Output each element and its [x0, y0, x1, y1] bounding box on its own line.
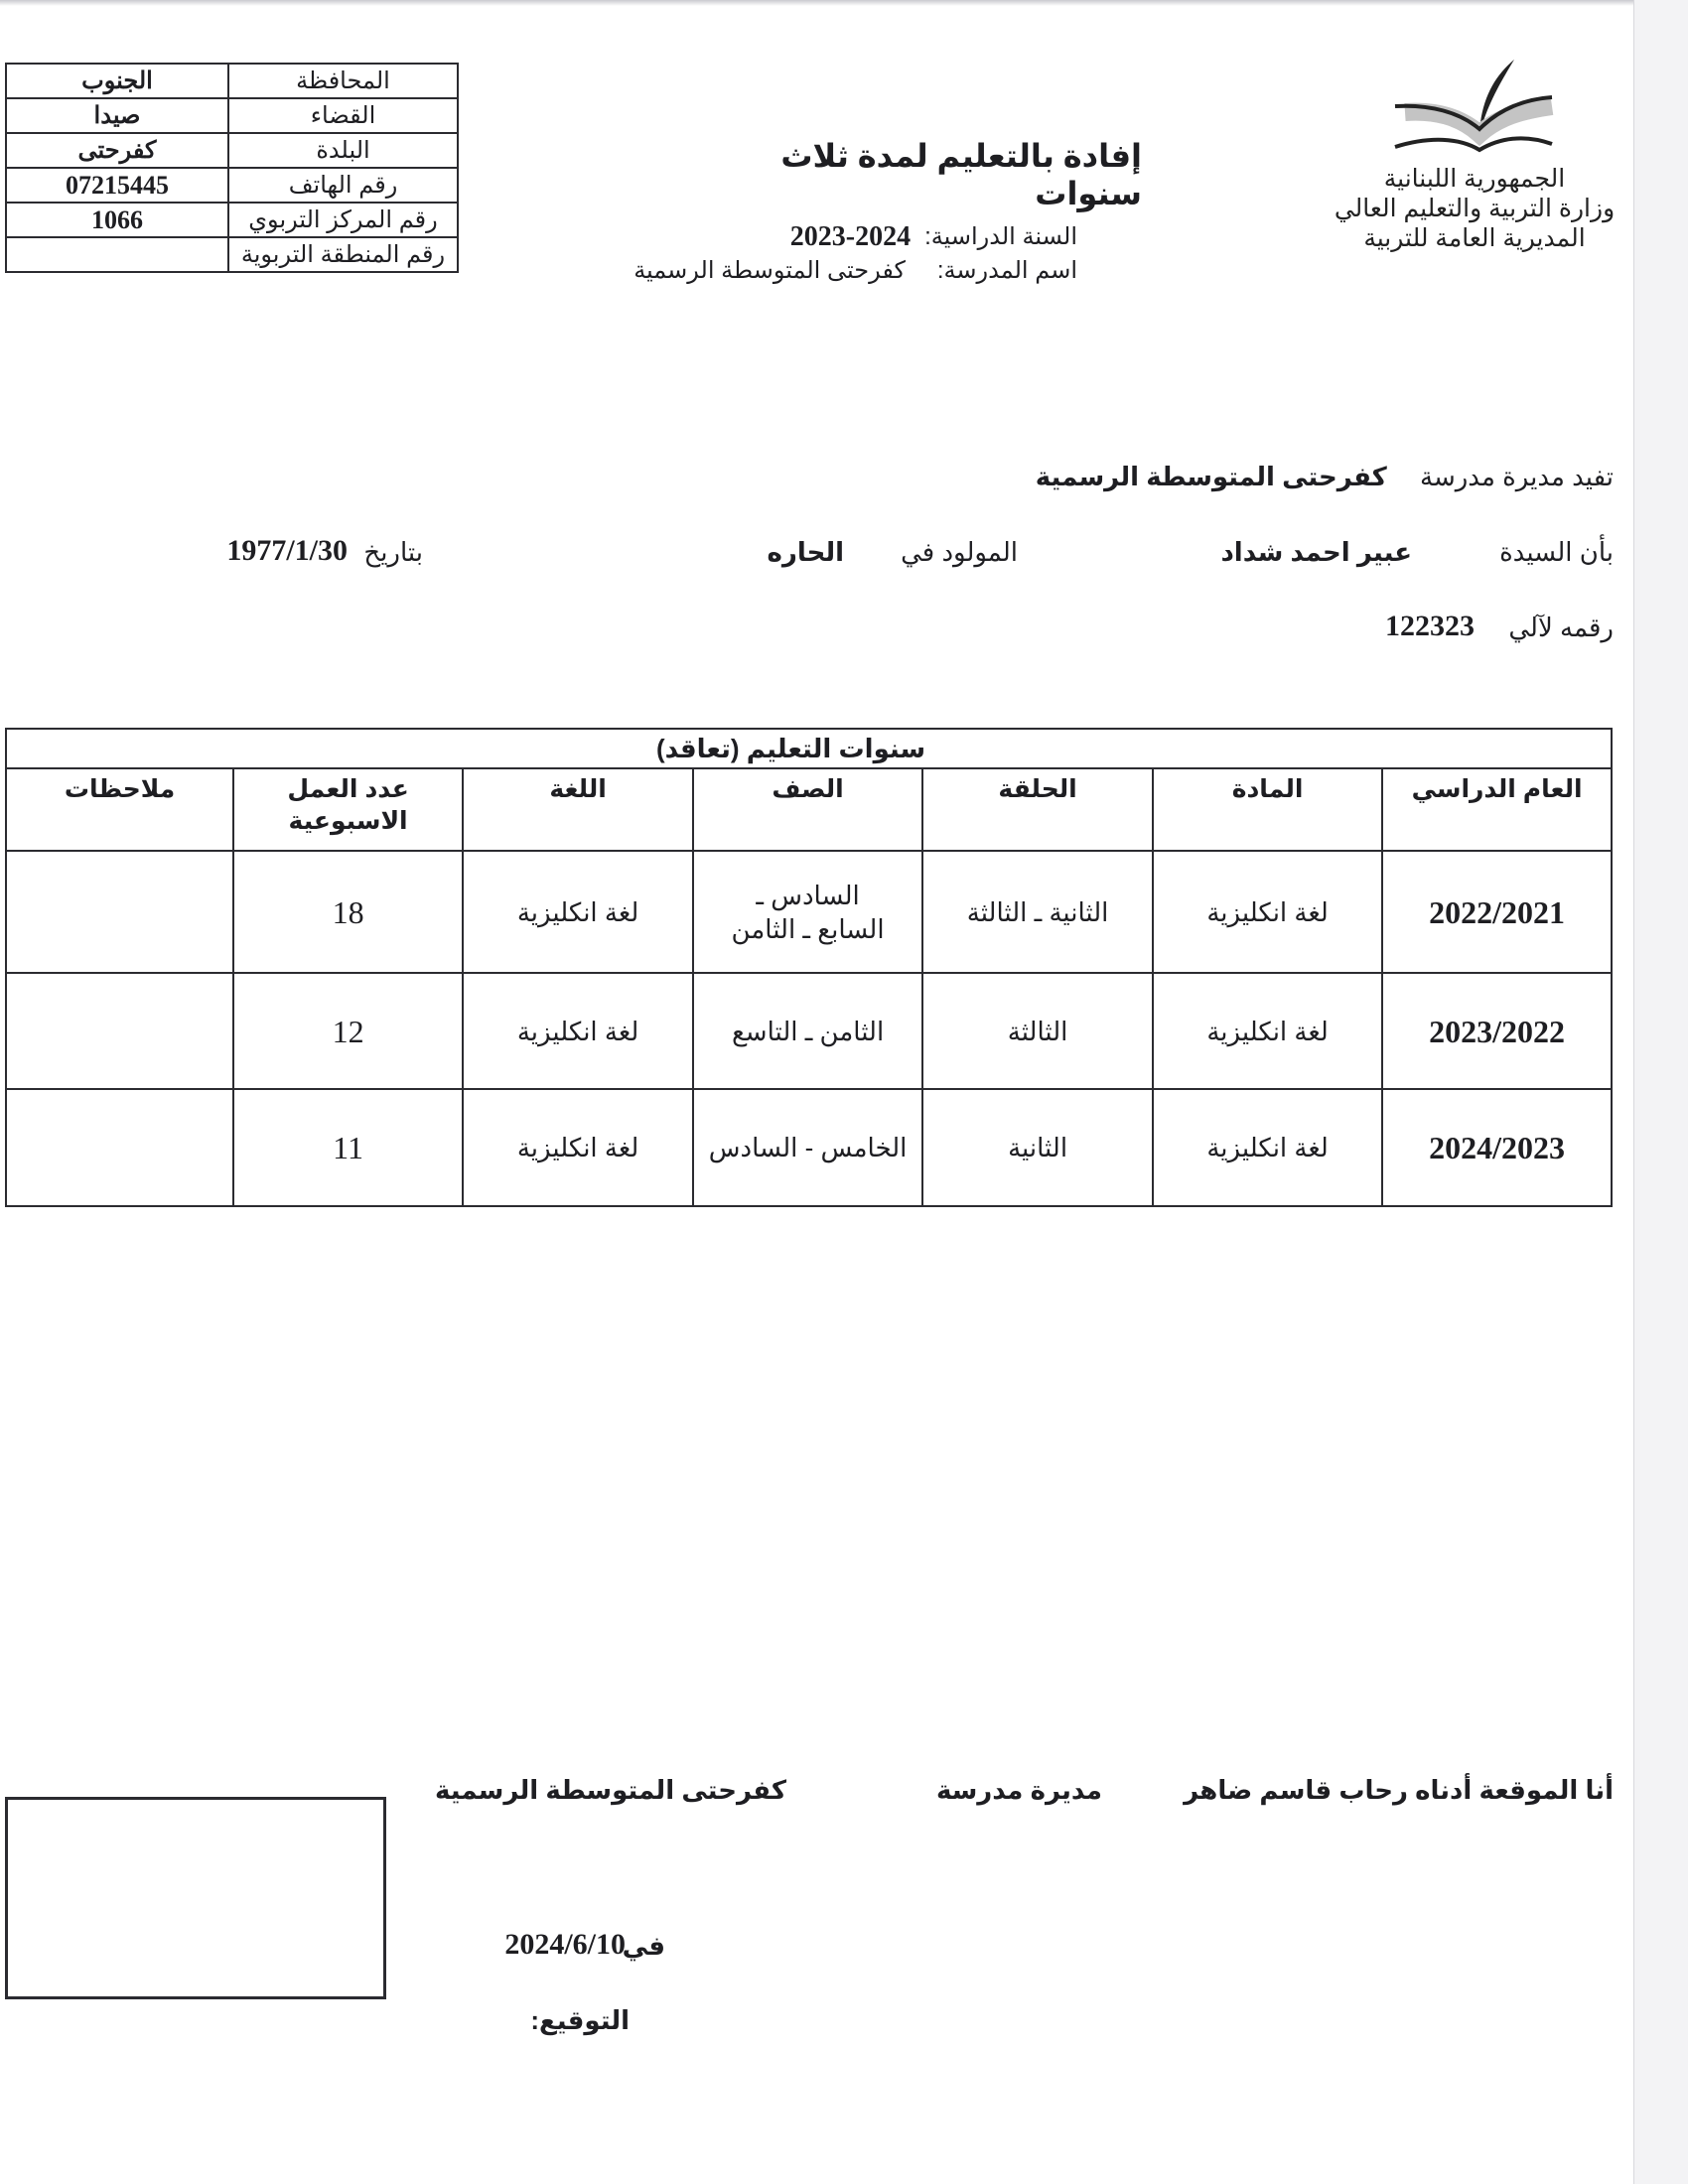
meta-year — [596, 220, 1077, 254]
person-name: عبير احمد شداد — [1220, 537, 1412, 567]
meta-year-value: 2023-2024 — [789, 221, 912, 252]
info-row — [6, 98, 458, 133]
cell-cycle: الثالثة — [922, 973, 1153, 1089]
body-line-1-school: كفرحتى المتوسطة الرسمية — [1035, 462, 1387, 491]
meta-school-label: اسم المدرسة: — [936, 257, 1077, 284]
body-line-1-prefix: تفيد مديرة مدرسة — [1420, 462, 1614, 491]
column-header: ملاحظات — [6, 768, 233, 851]
info-row — [6, 203, 458, 237]
cell-notes — [6, 851, 233, 973]
signer-intro: أنا الموقعة أدناه — [1415, 1775, 1614, 1805]
id-label: رقمه لآلي — [1508, 613, 1614, 642]
table-header-row — [6, 768, 1612, 851]
info-value: صيدا — [6, 98, 228, 133]
column-header: عدد العمل الاسبوعية — [233, 768, 463, 851]
body-line-1 — [1036, 462, 1614, 492]
cell-grade: السادس ـ السابع ـ الثامن — [693, 851, 922, 973]
stamp-box — [5, 1797, 386, 1999]
table-row — [6, 1089, 1612, 1206]
open-book-with-quill-icon — [1385, 55, 1564, 164]
info-label: رقم الهاتف — [228, 168, 458, 203]
cell-weekly-hours: 18 — [233, 851, 463, 973]
cell-weekly-hours: 12 — [233, 973, 463, 1089]
column-header: العام الدراسي — [1382, 768, 1612, 851]
cell-language: لغة انكليزية — [463, 1089, 693, 1206]
logo-line: وزارة التربية والتعليم العالي — [1334, 195, 1616, 222]
info-label: رقم المنطقة التربوية — [228, 237, 458, 272]
info-value — [6, 237, 228, 272]
column-header: الصف — [693, 768, 922, 851]
info-row — [6, 237, 458, 272]
signature-label: التوقيع: — [530, 2005, 630, 2035]
scan-top-edge — [0, 0, 1633, 6]
logo-line: الجمهورية اللبنانية — [1383, 165, 1566, 193]
column-header: المادة — [1153, 768, 1382, 851]
info-row — [6, 133, 458, 168]
info-row — [6, 168, 458, 203]
cell-notes — [6, 1089, 233, 1206]
cell-subject: لغة انكليزية — [1153, 1089, 1382, 1206]
cell-subject: لغة انكليزية — [1153, 973, 1382, 1089]
signer-role: مديرة مدرسة — [935, 1775, 1102, 1805]
date-label: في — [622, 1931, 665, 1961]
id-value: 122323 — [1385, 610, 1475, 642]
school-info-table — [5, 63, 459, 273]
document-meta — [596, 220, 1077, 288]
meta-year-label: السنة الدراسية: — [924, 223, 1077, 250]
birth-date: 1977/1/30 — [226, 534, 348, 567]
document-title: إفادة بالتعليم لمدة ثلاث سنوات — [780, 138, 1142, 211]
table-row — [6, 851, 1612, 973]
info-value: كفرحتى — [6, 133, 228, 168]
ministry-logo — [1331, 55, 1618, 293]
info-label: البلدة — [228, 133, 458, 168]
meta-school-value: كفرحتى المتوسطة الرسمية — [633, 257, 906, 284]
birth-date-label: بتاريخ — [363, 537, 423, 567]
cell-weekly-hours: 11 — [233, 1089, 463, 1206]
table-caption-row — [6, 729, 1612, 768]
cell-cycle: الثانية ـ الثالثة — [922, 851, 1153, 973]
cell-language: لغة انكليزية — [463, 973, 693, 1089]
meta-school — [596, 254, 1077, 288]
cell-cycle: الثانية — [922, 1089, 1153, 1206]
info-value: 07215445 — [6, 168, 228, 203]
cell-language: لغة انكليزية — [463, 851, 693, 973]
cell-notes — [6, 973, 233, 1089]
cell-grade: الثامن ـ التاسع — [693, 973, 922, 1089]
birth-place: الحاره — [767, 537, 844, 567]
signer-name: رحاب قاسم ضاهر — [1184, 1775, 1408, 1805]
info-value: 1066 — [6, 203, 228, 237]
scan-page-edge — [1633, 0, 1688, 2184]
info-label: المحافظة — [228, 64, 458, 98]
cell-grade: الخامس - السادس — [693, 1089, 922, 1206]
signer-school: كفرحتى المتوسطة الرسمية — [434, 1775, 786, 1805]
info-label: رقم المركز التربوي — [228, 203, 458, 237]
cell-year: 2022/2021 — [1382, 851, 1612, 973]
column-header: الحلقة — [922, 768, 1153, 851]
body-line-2-prefix: بأن السيدة — [1499, 537, 1614, 567]
column-header: اللغة — [463, 768, 693, 851]
cell-year: 2023/2022 — [1382, 973, 1612, 1089]
table-caption: سنوات التعليم (تعاقد) — [6, 729, 1612, 768]
issue-date: 2024/6/10 — [504, 1928, 626, 1961]
cell-year: 2024/2023 — [1382, 1089, 1612, 1206]
table-row — [6, 973, 1612, 1089]
logo-line: المديرية العامة للتربية — [1363, 224, 1586, 252]
info-value: الجنوب — [6, 64, 228, 98]
info-label: القضاء — [228, 98, 458, 133]
info-row — [6, 64, 458, 98]
cell-subject: لغة انكليزية — [1153, 851, 1382, 973]
teaching-years-table — [5, 728, 1613, 1207]
born-label: المولود في — [901, 537, 1018, 567]
